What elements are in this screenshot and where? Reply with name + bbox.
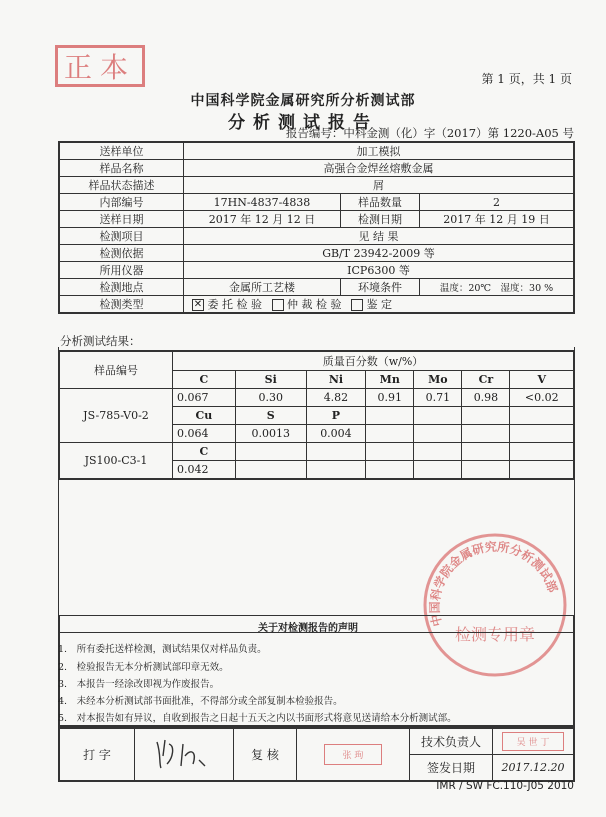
location-value: 金属所工艺楼 bbox=[184, 279, 341, 296]
element-header: S bbox=[235, 407, 306, 425]
value-cell: 4.82 bbox=[306, 389, 366, 407]
test-date-label: 检测日期 bbox=[341, 211, 420, 228]
value-cell: 0.064 bbox=[173, 425, 236, 443]
element-header: C bbox=[173, 371, 236, 389]
type-checkbox-identify[interactable] bbox=[351, 299, 363, 311]
tech-lead-stamp: 吴 世 丁 bbox=[502, 732, 564, 751]
report-number: 报告编号：中科金测（化）字（2017）第 1220-A05 号 bbox=[285, 126, 574, 140]
type-checkbox-entrusted[interactable]: ✕ bbox=[193, 299, 203, 310]
value-cell: 0.004 bbox=[306, 425, 366, 443]
type-option-identify: 鉴 定 bbox=[366, 298, 392, 311]
send-date-value: 2017 年 12 月 12 日 bbox=[184, 211, 341, 228]
declaration-divider bbox=[58, 632, 575, 633]
value-cell: 0.30 bbox=[235, 389, 306, 407]
reviewer-label: 复 核 bbox=[234, 728, 297, 781]
sample-state-label: 样品状态描述 bbox=[59, 177, 184, 194]
element-header: P bbox=[306, 407, 366, 425]
issue-date-label: 签发日期 bbox=[410, 755, 493, 782]
organization-name: 中国科学院金属研究所分析测试部 bbox=[190, 93, 416, 109]
seal-text: 中国科学院金属研究所分析测试部 bbox=[427, 539, 560, 628]
value-cell: <0.02 bbox=[510, 389, 574, 407]
element-header: Mo bbox=[414, 371, 462, 389]
results-label: 分析测试结果： bbox=[60, 334, 141, 348]
type-option-arbitration: 仲 裁 检 验 bbox=[287, 298, 342, 311]
element-header: Cr bbox=[462, 371, 510, 389]
reviewer-stamp-cell bbox=[297, 728, 410, 781]
test-item-label: 检测项目 bbox=[59, 228, 184, 245]
test-date-value: 2017 年 12 月 19 日 bbox=[420, 211, 575, 228]
declaration-title: 关于对检测报告的声明 bbox=[258, 623, 358, 634]
page-info: 第 1 页，共 1 页 bbox=[481, 72, 572, 86]
seal-bottom-text: 检测专用章 bbox=[454, 625, 536, 644]
tech-lead-stamp-cell bbox=[493, 728, 575, 755]
sample-qty-value: 2 bbox=[420, 194, 575, 211]
sample-qty-label: 样品数量 bbox=[341, 194, 420, 211]
sender-label: 送样单位 bbox=[59, 142, 184, 160]
value-cell: 0.067 bbox=[173, 389, 236, 407]
basis-value: GB/T 23942-2009 等 bbox=[184, 245, 575, 262]
signature-table bbox=[58, 727, 575, 782]
value-cell: 0.0013 bbox=[235, 425, 306, 443]
sample-name-value: 高强合金焊丝熔敷金属 bbox=[184, 160, 575, 177]
declaration-item: 4. 未经本分析测试部书面批准，不得部分或全部复制本检验报告。 bbox=[58, 696, 343, 707]
declaration-item: 1. 所有委托送样检测，测试结果仅对样品负责。 bbox=[58, 644, 267, 655]
declaration-item: 5. 对本报告如有异议，自收到报告之日起十五天之内以书面形式将意见送请给本分析测试部。 bbox=[58, 713, 457, 724]
sample-id-1: JS-785-V0-2 bbox=[59, 389, 173, 443]
element-header: Cu bbox=[173, 407, 236, 425]
element-header: Ni bbox=[306, 371, 366, 389]
value-cell: 0.042 bbox=[173, 461, 236, 480]
declaration-item: 2. 检验报告无本分析测试部印章无效。 bbox=[58, 662, 229, 673]
type-option-entrusted: 委 托 检 验 bbox=[207, 298, 262, 311]
element-header: C bbox=[173, 443, 236, 461]
instrument-value: ICP6300 等 bbox=[184, 262, 575, 279]
form-code: IMR / SW FC.110-J05 2010 bbox=[436, 780, 574, 792]
element-header: Si bbox=[235, 371, 306, 389]
instrument-label: 所用仪器 bbox=[59, 262, 184, 279]
value-cell: 0.91 bbox=[366, 389, 414, 407]
sample-no-header: 样品编号 bbox=[59, 351, 173, 389]
official-copy-stamp: 正本 bbox=[55, 45, 145, 87]
sender-value: 加工模拟 bbox=[184, 142, 575, 160]
value-cell: 0.71 bbox=[414, 389, 462, 407]
tech-lead-label: 技术负责人 bbox=[410, 728, 493, 755]
basis-label: 检测依据 bbox=[59, 245, 184, 262]
internal-no-value: 17HN-4837-4838 bbox=[184, 194, 341, 211]
info-table bbox=[58, 141, 575, 314]
env-label: 环境条件 bbox=[341, 279, 420, 296]
type-checkbox-arbitration[interactable] bbox=[272, 299, 284, 311]
element-header: Mn bbox=[366, 371, 414, 389]
send-date-label: 送样日期 bbox=[59, 211, 184, 228]
declaration-item: 3. 本报告一经涂改即视为作废报告。 bbox=[58, 679, 220, 690]
sample-state-value: 屑 bbox=[184, 177, 575, 194]
handwritten-signature-icon bbox=[149, 734, 219, 772]
env-value: 温度：20℃ 湿度：30 % bbox=[420, 279, 575, 296]
issue-date-value: 2017.12.20 bbox=[493, 755, 575, 782]
typist-label: 打 字 bbox=[59, 728, 135, 781]
type-options bbox=[184, 296, 575, 314]
sample-id-2: JS100-C3-1 bbox=[59, 443, 173, 480]
typist-signature bbox=[135, 728, 234, 781]
mass-percent-header: 质量百分数（w/%） bbox=[173, 351, 575, 371]
value-cell: 0.98 bbox=[462, 389, 510, 407]
location-label: 检测地点 bbox=[59, 279, 184, 296]
reviewer-stamp: 张 珣 bbox=[324, 744, 382, 765]
type-label: 检测类型 bbox=[59, 296, 184, 314]
element-header: V bbox=[510, 371, 574, 389]
internal-no-label: 内部编号 bbox=[59, 194, 184, 211]
document-title: 分析测试报告 bbox=[228, 113, 378, 133]
sample-name-label: 样品名称 bbox=[59, 160, 184, 177]
test-item-value: 见 结 果 bbox=[184, 228, 575, 245]
